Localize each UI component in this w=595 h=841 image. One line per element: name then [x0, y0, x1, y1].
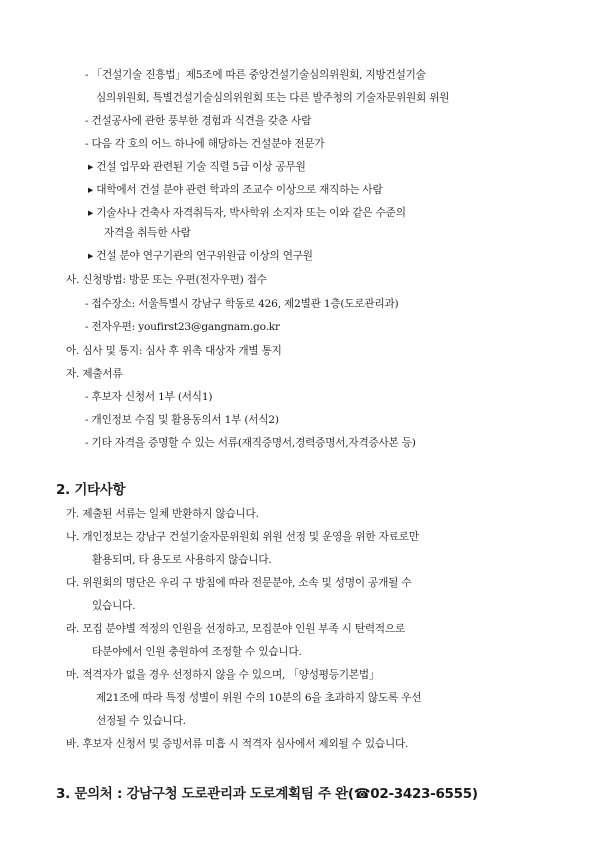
qualification-item-3: - 다음 각 호의 어느 하나에 해당하는 건설분야 전문가	[85, 138, 325, 150]
note-item-ma: 마. 적격자가 없을 경우 선정하지 않을 수 있으며, 「양성평등기본법」	[66, 669, 380, 681]
qualification-item-1-continued: 심의위원회, 특별건설기술심의위원회 또는 다른 발주청의 기술자문위원회 위원	[96, 92, 450, 104]
expert-subitem-1: ▸ 건설 업무와 관련된 기술 직렬 5급 이상 공무원	[88, 161, 306, 173]
expert-subitem-2: ▸ 대학에서 건설 분야 관련 학과의 조교수 이상으로 재직하는 사람	[88, 184, 383, 196]
note-item-ra: 라. 모집 분야별 적정의 인원을 선정하고, 모집분야 인원 부족 시 탄력적으로	[66, 623, 406, 635]
required-document-3: - 기타 자격을 증명할 수 있는 서류(재직증명서,경력증명서,자격증사본 등)	[85, 437, 416, 449]
note-item-na-continued: 활용되며, 타 용도로 사용하지 않습니다.	[92, 554, 272, 566]
section-3-contact: 3. 문의처 : 강남구청 도로관리과 도로계획팀 주 완(☎02-3423-6555)	[56, 786, 478, 802]
expert-subitem-4: ▸ 건설 분야 연구기관의 연구위원급 이상의 연구원	[88, 250, 313, 262]
application-email: - 전자우편: youfirst23@gangnam.go.kr	[85, 321, 280, 333]
note-item-ba: 바. 후보자 신청서 및 증빙서류 미흡 시 적격자 심사에서 제외될 수 있습니다.	[66, 738, 409, 750]
note-item-da: 다. 위원회의 명단은 우리 구 방침에 따라 전문분야, 소속 및 성명이 공개될 수	[66, 577, 412, 589]
note-item-da-continued: 있습니다.	[92, 600, 136, 612]
required-document-2: - 개인정보 수집 및 활용동의서 1부 (서식2)	[85, 414, 279, 426]
note-item-ga: 가. 제출된 서류는 일체 반환하지 않습니다.	[66, 508, 259, 520]
expert-subitem-3: ▸ 기술사나 건축사 자격취득자, 박사학위 소지자 또는 이와 같은 수준의	[88, 207, 406, 219]
application-address: - 접수장소: 서울특별시 강남구 학동로 426, 제2별관 1층(도로관리과)	[85, 298, 399, 310]
note-item-ma-continued-1: 제21조에 따라 특정 성별이 위원 수의 10분의 6을 초과하지 않도록 우선	[96, 692, 422, 704]
qualification-item-1: - 「건설기술 진흥법」제5조에 따른 중앙건설기술심의위원회, 지방건설기술	[85, 69, 426, 81]
note-item-ma-continued-2: 선정될 수 있습니다.	[96, 715, 186, 727]
expert-subitem-3-continued: 자격을 취득한 사람	[104, 227, 191, 239]
qualification-item-2: - 건설공사에 관한 풍부한 경험과 식견을 갖춘 사람	[85, 115, 312, 127]
application-method: 사. 신청방법: 방문 또는 우편(전자우편) 접수	[66, 274, 267, 286]
required-document-1: - 후보자 신청서 1부 (서식1)	[85, 391, 213, 403]
note-item-na: 나. 개인정보는 강남구 건설기술자문위원회 위원 선정 및 운영을 위한 자료로만	[66, 531, 419, 543]
note-item-ra-continued: 타분야에서 인원 충원하여 조정할 수 있습니다.	[92, 646, 302, 658]
review-notice: 아. 심사 및 통지: 심사 후 위촉 대상자 개별 통지	[66, 345, 282, 357]
section-2-title: 2. 기타사항	[56, 482, 126, 498]
required-documents-heading: 자. 제출서류	[66, 368, 123, 380]
